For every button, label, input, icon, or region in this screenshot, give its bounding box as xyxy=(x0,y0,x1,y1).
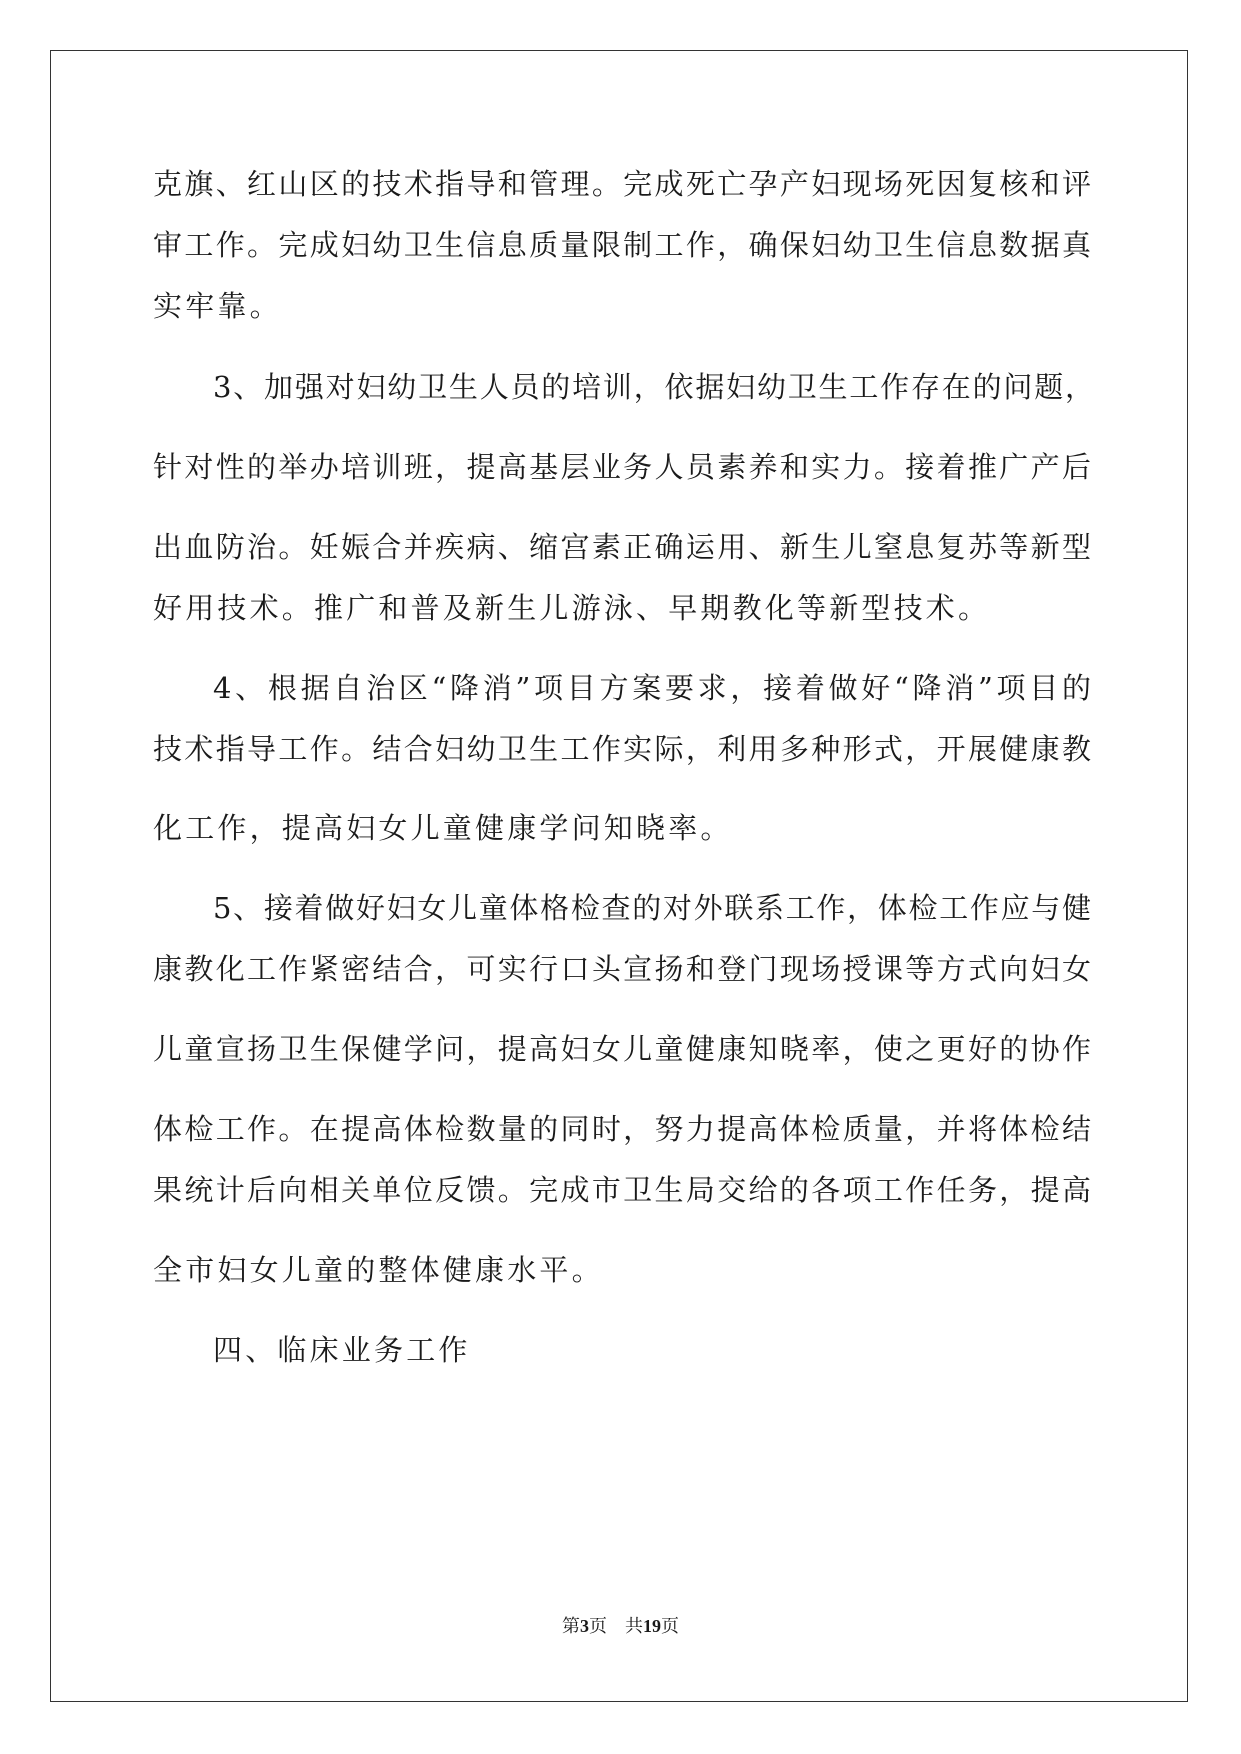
page-footer xyxy=(0,1614,1241,1639)
text-line: 审工作。完成妇幼卫生信息质量限制工作，确保妇幼卫生信息数据真 xyxy=(153,228,1091,262)
text-line: 体检工作。在提高体检数量的同时，努力提高体检质量，并将体检结 xyxy=(153,1112,1091,1146)
text-line: 实牢靠。 xyxy=(153,289,282,323)
section-heading: 四、临床业务工作 xyxy=(213,1333,471,1367)
text-line: 康教化工作紧密结合，可实行口头宣扬和登门现场授课等方式向妇女 xyxy=(153,952,1091,986)
text-line: 儿童宣扬卫生保健学问，提高妇女儿童健康知晓率，使之更好的协作 xyxy=(153,1032,1091,1066)
paragraph-first-line: 5、接着做好妇女儿童体格检查的对外联系工作，体检工作应与健 xyxy=(213,891,1091,925)
paragraph-first-line: 3、加强对妇幼卫生人员的培训，依据妇幼卫生工作存在的问题， xyxy=(213,370,1094,404)
paragraph-first-line: 4、根据自治区“降消”项目方案要求，接着做好“降消”项目的 xyxy=(213,671,1091,705)
text-line: 技术指导工作。结合妇幼卫生工作实际，利用多种形式，开展健康教 xyxy=(153,732,1091,766)
footer-prefix: 第 xyxy=(562,1616,580,1637)
footer-suffix: 页 xyxy=(661,1616,679,1637)
text-line: 针对性的举办培训班，提高基层业务人员素养和实力。接着推广产后 xyxy=(153,450,1091,484)
text-line: 果统计后向相关单位反馈。完成市卫生局交给的各项工作任务，提高 xyxy=(153,1173,1091,1207)
text-line: 化工作，提高妇女儿童健康学问知晓率。 xyxy=(153,811,733,845)
text-line: 全市妇女儿童的整体健康水平。 xyxy=(153,1253,604,1287)
text-line: 克旗、红山区的技术指导和管理。完成死亡孕产妇现场死因复核和评 xyxy=(153,167,1091,201)
total-page-number: 19 xyxy=(643,1616,661,1636)
footer-mid: 页 共 xyxy=(589,1616,643,1637)
text-line: 好用技术。推广和普及新生儿游泳、早期教化等新型技术。 xyxy=(153,591,991,625)
text-line: 出血防治。妊娠合并疾病、缩宫素正确运用、新生儿窒息复苏等新型 xyxy=(153,530,1091,564)
current-page-number: 3 xyxy=(580,1616,589,1636)
